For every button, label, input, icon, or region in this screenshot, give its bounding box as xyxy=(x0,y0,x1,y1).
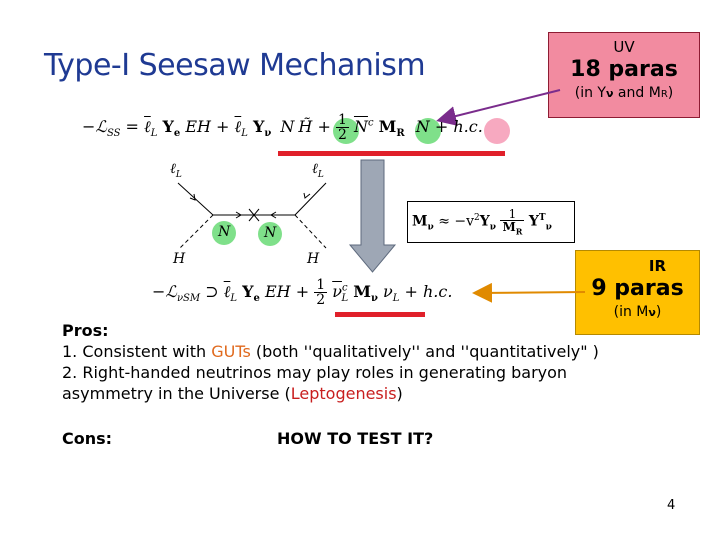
uv-highlight-bar xyxy=(278,151,505,156)
pros-item-2: 2. Right-handed neutrinos may play roles in generating baryon xyxy=(62,363,568,382)
uv-param-detail: (in Yν and MR) xyxy=(574,85,674,101)
uv-label: UV xyxy=(613,38,635,56)
ir-pointer-arrow xyxy=(476,292,585,293)
cons-heading: Cons: xyxy=(62,429,113,448)
down-arrow xyxy=(350,160,395,272)
feynman-lepton-right: ℓ$_L$ xyxy=(312,161,324,180)
ir-param-count: 9 paras xyxy=(591,276,684,301)
pros-item-1: 1. Consistent with GUTs (both ''qualitatively'' and ''quantitatively" ) xyxy=(62,342,599,361)
ir-label: IR xyxy=(648,257,667,275)
pros-heading: Pros: xyxy=(62,321,109,340)
pros-item-2-cont: asymmetry in the Universe (Leptogenesis) xyxy=(62,384,403,403)
ir-param-detail: (in Mν) xyxy=(613,304,662,320)
pros-section xyxy=(62,320,599,404)
slide-title: Type-I Seesaw Mechanism xyxy=(44,48,426,83)
feynman-n-left: N xyxy=(218,224,231,240)
feynman-diagram xyxy=(178,183,326,248)
neutrino-mass-formula: $M_\nu \approx -v^2Y_\nu$ $\frac{1}{M_R}$ $Y^T_\nu$ xyxy=(407,201,575,243)
ir-highlight-bar xyxy=(335,312,425,317)
feynman-h-left: H xyxy=(173,251,186,267)
feynman-n-right: N xyxy=(264,225,277,241)
leptogenesis-highlight: Leptogenesis xyxy=(290,384,397,403)
guts-highlight: GUTs xyxy=(211,342,251,361)
cons-question: HOW TO TEST IT? xyxy=(277,429,434,448)
lagrangian-seesaw: −ℒ$_{SS}$ = ℓ$_L$ $Y_e$ EH + ℓ$_L$ $Y_\nu$ N H̃ + $\frac{1}{2}$ $\overline{N}^c$ $M_R$ N + h.c. xyxy=(82,112,483,143)
feynman-lepton-left: ℓ$_L$ xyxy=(170,161,182,180)
n-right-bubble xyxy=(484,118,510,144)
uv-param-count: 18 paras xyxy=(570,57,678,82)
feynman-h-right: H xyxy=(307,251,320,267)
lagrangian-nusm: −ℒ$_{\nu SM}$ ⊃ ℓ$_L$ $Y_e$ EH + $\frac{1}{2}$ $\overline{\nu}^c_L$ $M_\nu$ $\nu_L + h.c$. xyxy=(152,277,453,308)
page-number: 4 xyxy=(667,498,676,513)
